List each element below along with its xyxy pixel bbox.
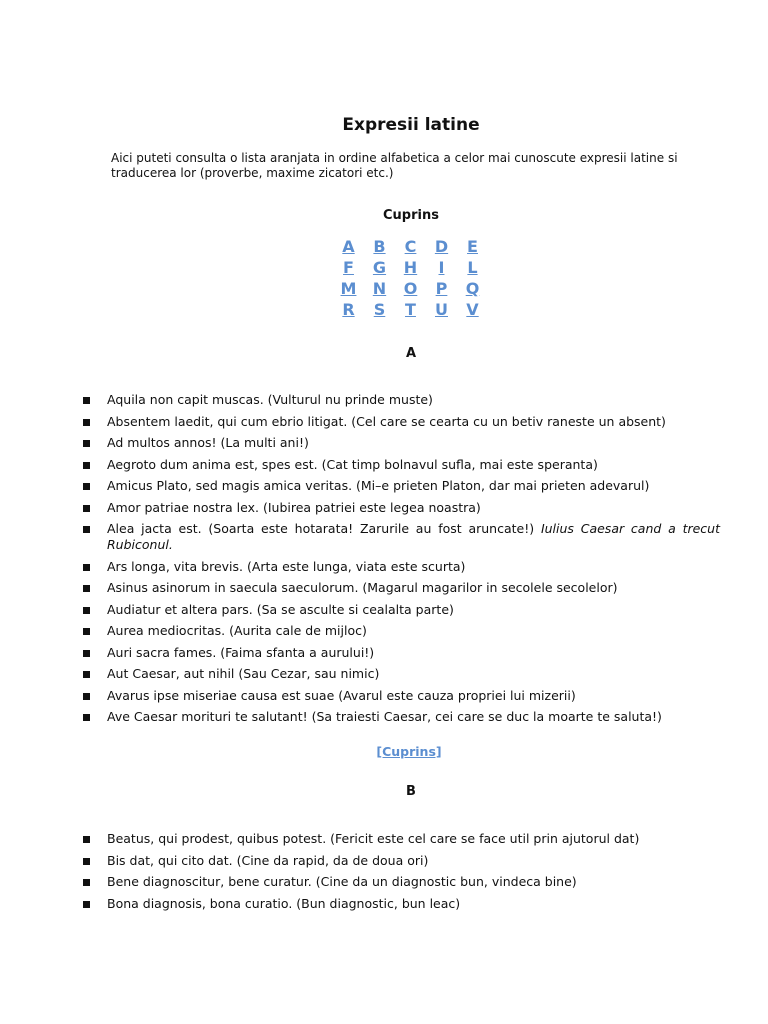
expression-text: Auri sacra fames. (Faima sfanta a aurului!): [107, 644, 375, 660]
list-item: [80, 500, 720, 516]
list-item: [80, 602, 720, 618]
list-item: [80, 457, 720, 473]
list-item: [80, 896, 720, 912]
square-bullet-icon: [83, 462, 90, 469]
page-title: Expresii latine: [342, 115, 480, 135]
square-bullet-icon: [83, 836, 90, 843]
expression-list-a: [80, 392, 720, 731]
square-bullet-icon: [83, 671, 90, 678]
toc-link-u[interactable]: U: [435, 300, 448, 319]
expression-text: Amicus Plato, sed magis amica veritas. (Mi–e prieten Platon, dar mai prieten adevarul): [107, 478, 650, 493]
toc-link-v[interactable]: V: [466, 300, 479, 319]
list-item: [80, 831, 720, 847]
list-item: [80, 521, 720, 553]
expression-text: Aquila non capit muscas. (Vulturul nu prinde muste): [107, 392, 433, 407]
toc-link-p[interactable]: P: [435, 279, 448, 298]
list-item: [80, 645, 720, 661]
list-item: [80, 623, 720, 639]
square-bullet-icon: [83, 714, 90, 721]
list-item: [80, 580, 720, 596]
expression-text: Aurea mediocritas. (Aurita cale de mijloc): [107, 623, 367, 638]
square-bullet-icon: [83, 650, 90, 657]
square-bullet-icon: [83, 419, 90, 426]
toc-link-a[interactable]: A: [342, 237, 355, 256]
expression-text: Asinus asinorum in saecula saeculorum. (Magarul magarilor in secolele secolelor): [107, 580, 618, 595]
list-item: [80, 392, 720, 408]
toc-link-o[interactable]: O: [403, 279, 418, 298]
expression-text: Ave Caesar morituri te salutant! (Sa traiesti Caesar, cei care se duc la moarte te saluta!): [107, 709, 662, 724]
square-bullet-icon: [83, 440, 90, 447]
toc-link-e[interactable]: E: [467, 237, 478, 256]
toc-link-d[interactable]: D: [434, 237, 449, 256]
toc-link-g[interactable]: G: [372, 258, 387, 277]
expression-text: Alea jacta est. (Soarta este hotarata! Zarurile au fost aruncate!): [107, 521, 535, 536]
list-item: [80, 709, 720, 725]
toc-link-i[interactable]: I: [438, 258, 445, 277]
section-heading-a: A: [405, 346, 417, 361]
toc-link-q[interactable]: Q: [465, 279, 480, 298]
expression-text: Amor patriae nostra lex. (Iubirea patriei este legea noastra): [107, 499, 481, 515]
expression-text: Bona diagnosis, bona curatio. (Bun diagnostic, bun leac): [107, 895, 461, 911]
intro-paragraph: Aici puteti consulta o lista aranjata in ordine alfabetica a celor mai cunoscute expresii latine si traducerea lor (proverbe, maxime zicatori etc.): [111, 151, 678, 180]
expression-text: Ad multos annos! (La multi ani!): [107, 435, 309, 450]
list-item: [80, 559, 720, 575]
toc-link-l[interactable]: L: [467, 258, 478, 277]
square-bullet-icon: [83, 483, 90, 490]
list-item: [80, 414, 720, 430]
square-bullet-icon: [83, 901, 90, 908]
toc-link-f[interactable]: F: [343, 258, 354, 277]
toc-link-s[interactable]: S: [373, 300, 386, 319]
expression-text: Aegroto dum anima est, spes est. (Cat timp bolnavul sufla, mai este speranta): [107, 456, 598, 472]
square-bullet-icon: [83, 628, 90, 635]
square-bullet-icon: [83, 397, 90, 404]
expression-text: Avarus ipse miseriae causa est suae (Avarul este cauza propriei lui mizerii): [107, 687, 576, 703]
square-bullet-icon: [83, 858, 90, 865]
expression-text: Audiatur et altera pars. (Sa se asculte si cealalta parte): [107, 601, 454, 617]
square-bullet-icon: [83, 607, 90, 614]
expression-text: Beatus, qui prodest, quibus potest. (Fericit este cel care se face util prin ajutorul dat): [107, 831, 640, 846]
expression-list-b: [80, 831, 720, 917]
toc-link-b[interactable]: B: [373, 237, 386, 256]
expression-note: Iulius Caesar cand a trecut Rubiconul.: [107, 521, 721, 552]
square-bullet-icon: [83, 564, 90, 571]
toc-letter-grid: [333, 236, 488, 320]
section-heading-b: B: [406, 784, 416, 799]
expression-text: Bis dat, qui cito dat. (Cine da rapid, da de doua ori): [107, 852, 429, 868]
expression-text: Ars longa, vita brevis. (Arta este lunga, viata este scurta): [107, 558, 466, 574]
toc-link-r[interactable]: R: [342, 300, 355, 319]
list-item: [80, 666, 720, 682]
back-to-contents-link[interactable]: [Cuprins]: [376, 744, 442, 759]
expression-text: Bene diagnoscitur, bene curatur. (Cine da un diagnostic bun, vindeca bine): [107, 874, 577, 889]
list-item: [80, 478, 720, 494]
square-bullet-icon: [83, 526, 90, 533]
toc-link-n[interactable]: N: [372, 279, 387, 298]
square-bullet-icon: [83, 693, 90, 700]
toc-link-m[interactable]: M: [340, 279, 357, 298]
toc-link-t[interactable]: T: [405, 300, 416, 319]
list-item: [80, 874, 720, 890]
square-bullet-icon: [83, 585, 90, 592]
toc-link-h[interactable]: H: [403, 258, 418, 277]
expression-text: Aut Caesar, aut nihil (Sau Cezar, sau nimic): [107, 666, 380, 681]
list-item: [80, 435, 720, 451]
square-bullet-icon: [83, 505, 90, 512]
square-bullet-icon: [83, 879, 90, 886]
toc-link-c[interactable]: C: [404, 237, 417, 256]
list-item: [80, 688, 720, 704]
toc-heading: Cuprins: [383, 208, 439, 223]
expression-text: Absentem laedit, qui cum ebrio litigat. (Cel care se cearta cu un betiv raneste un absent): [107, 413, 666, 429]
list-item: [80, 853, 720, 869]
